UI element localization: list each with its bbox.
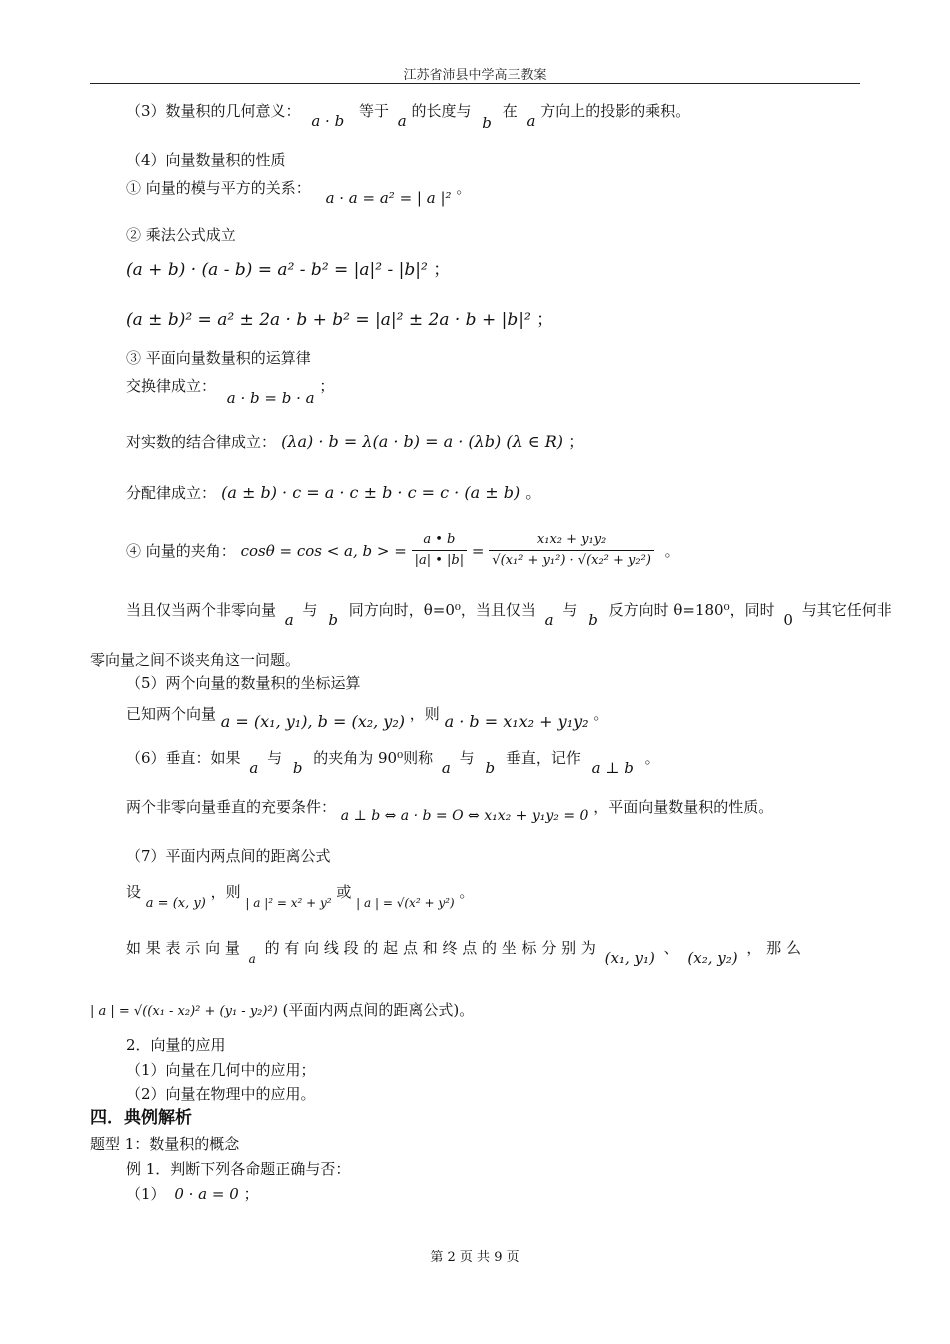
distributive-math: (a ± b) · c = a · c ± b · c = c · (a ± b) <box>221 483 521 502</box>
angle-fraction-1-num: a • b <box>412 530 468 551</box>
commutative-label: 交换律成立： <box>126 377 217 395</box>
example-1-item-1-math: 0 · a = 0 <box>174 1185 239 1203</box>
formula-1 <box>126 260 450 280</box>
perpendicular-condition-label: 两个非零向量垂直的充要条件： <box>126 798 337 816</box>
item-3-math-ab: a · b <box>311 112 345 130</box>
item-6-math-a2: a <box>441 759 451 777</box>
segment-text-d: ， 那 么 <box>746 939 801 957</box>
segment-text-b: 的 有 向 线 段 的 起 点 和 终 点 的 坐 标 分 别 为 <box>264 939 596 957</box>
segment-math-p1: (x₁, y₁) <box>604 949 655 967</box>
item-3-text-2: 的长度与 <box>411 102 472 120</box>
segment-text-a: 如 果 表 示 向 量 <box>126 939 240 957</box>
coordinate-text-a: 已知两个向量 <box>126 705 217 723</box>
distance-math-squared: | a |² = x² + y² <box>245 896 332 910</box>
item-5-heading: （5）两个向量的数量积的坐标运算 <box>126 674 361 692</box>
example-1-item-1-label: （1） <box>126 1185 166 1203</box>
distance-math-root: | a | = √(x² + y²) <box>356 896 455 910</box>
angle-equals: = <box>471 541 485 560</box>
distance-text-b: ，则 <box>210 883 241 901</box>
angle-fraction-2-den: √(x₁² + y₁²) · √(x₂² + y₂²) <box>492 553 651 568</box>
distance-formula-math: | a | = √((x₁ - x₂)² + (y₁ - y₂)²) <box>90 1004 278 1019</box>
item-3-text-1: 等于 <box>358 102 389 120</box>
item-6-text-c: 的夹角为 90⁰则称 <box>313 749 434 767</box>
distance-formula <box>90 1000 474 1022</box>
item-6-text-a: （6）垂直：如果 <box>126 749 241 767</box>
example-1-item-1 <box>126 1184 259 1204</box>
item-3-math-a: a <box>397 112 407 130</box>
item-3-geometric-meaning <box>126 101 691 132</box>
angle-end: 。 <box>664 541 680 560</box>
example-1-heading: 例 1．判断下列各命题正确与否： <box>126 1160 351 1178</box>
angle-cos-math: cosθ = cos < a, b > = <box>240 541 407 560</box>
associative-math: (λa) · b = λ(a · b) = a · (λb) (λ ∈ R) <box>281 432 564 451</box>
angle-note-text-c: 同方向时，θ=0⁰，当且仅当 <box>348 601 536 619</box>
angle-note-line-1 <box>126 600 892 629</box>
item-6-text-b: 与 <box>267 749 283 767</box>
distance-math-a: a = (x, y) <box>145 896 206 911</box>
perpendicular-condition-math: a ⊥ b ⇔ a · b = O ⇔ x₁x₂ + y₁y₂ = 0 <box>340 808 589 824</box>
item-7-heading: （7）平面内两点间的距离公式 <box>126 847 331 865</box>
formula-2 <box>126 310 553 330</box>
segment-math-a: a <box>248 952 256 966</box>
segment-text-c: 、 <box>663 939 679 957</box>
associative-end: ； <box>568 432 585 451</box>
coordinate-dot-product <box>126 704 609 731</box>
page-footer: 第 2 页 共 9 页 <box>430 1250 520 1265</box>
angle-note-text-f: 与其它任何非 <box>801 601 892 619</box>
distance-modulus <box>126 882 475 911</box>
formula-1-math: (a + b) · (a - b) = a² - b² = |a|² - |b|² <box>126 260 428 280</box>
coordinate-text-b: ，则 <box>409 705 440 723</box>
item-3-math-b: b <box>482 114 492 132</box>
distributive-law <box>126 483 541 503</box>
property-3-label: ③ 平面向量数量积的运算律 <box>126 349 311 367</box>
angle-note-text-e: 反方向时 θ=180⁰，同时 <box>608 601 775 619</box>
example-1-item-1-end: ； <box>243 1185 259 1203</box>
angle-note-math-a2: a <box>544 611 554 629</box>
item-4-heading: （4）向量数量积的性质 <box>126 151 286 169</box>
commutative-law <box>126 376 335 407</box>
angle-note-math-b: b <box>328 611 338 629</box>
item-6-text-e: 垂直，记作 <box>505 749 581 767</box>
formula-1-end: ； <box>433 260 451 280</box>
type-1-heading: 题型 1：数量积的概念 <box>90 1135 240 1153</box>
coordinate-vectors-math: a = (x₁, y₁), b = (x₂, y₂) <box>220 712 405 731</box>
property-4-label: ④ 向量的夹角： <box>126 541 236 560</box>
item-6-text-d: 与 <box>459 749 475 767</box>
angle-note-line-2: 零向量之间不谈夹角这一问题。 <box>90 651 301 669</box>
formula-2-end: ； <box>536 310 554 330</box>
distance-end: 。 <box>459 883 475 901</box>
associative-law <box>126 432 584 452</box>
distributive-end: 。 <box>525 483 542 502</box>
segment-endpoints <box>126 938 801 967</box>
item-3-label: （3）数量积的几何意义： <box>126 102 301 120</box>
item-6-perpendicular <box>126 748 660 777</box>
distance-text-c: 或 <box>336 883 352 901</box>
angle-fraction-2-num: x₁x₂ + y₁y₂ <box>489 530 654 551</box>
angle-note-text-b: 与 <box>302 601 318 619</box>
item-6-math-b: b <box>292 759 303 777</box>
commutative-end: ； <box>319 377 335 395</box>
formula-2-math: (a ± b)² = a² ± 2a · b + b² = |a|² ± 2a · b + |b|² <box>126 310 531 330</box>
angle-note-math-a: a <box>284 611 294 629</box>
angle-fraction-1 <box>412 530 468 571</box>
angle-fraction-2 <box>489 530 654 571</box>
distance-formula-text: (平面内两点间的距离公式)。 <box>282 1001 475 1019</box>
property-1-end: 。 <box>456 179 472 197</box>
section-4-heading: 四．典例解析 <box>90 1108 192 1128</box>
item-3-math-a2: a <box>526 112 536 130</box>
item-6-end: 。 <box>644 749 660 767</box>
perpendicular-condition <box>126 797 774 824</box>
property-4-angle <box>126 530 680 590</box>
commutative-math: a · b = b · a <box>226 389 315 407</box>
property-1-math: a · a = a² = | a |² <box>325 189 452 207</box>
angle-note-math-b2: b <box>588 611 598 629</box>
property-2-label: ② 乘法公式成立 <box>126 226 236 244</box>
angle-note-text-d: 与 <box>562 601 578 619</box>
angle-note-math-zero: 0 <box>783 611 793 629</box>
applications-heading: 2．向量的应用 <box>126 1036 226 1054</box>
item-3-text-3: 在 <box>502 102 518 120</box>
header-divider <box>90 83 860 84</box>
angle-note-text-a: 当且仅当两个非零向量 <box>126 601 277 619</box>
property-1-label: ① 向量的模与平方的关系： <box>126 179 311 197</box>
item-3-text-4: 方向上的投影的乘积。 <box>540 102 691 120</box>
distributive-label: 分配律成立： <box>126 484 217 502</box>
distance-text-a: 设 <box>126 883 142 901</box>
angle-fraction-1-den: |a| • |b| <box>414 553 465 568</box>
coordinate-result-math: a · b = x₁x₂ + y₁y₂ <box>444 712 589 731</box>
associative-label: 对实数的结合律成立： <box>126 433 277 451</box>
application-geometry: （1）向量在几何中的应用； <box>126 1061 316 1079</box>
perpendicular-condition-text: ，平面向量数量积的性质。 <box>593 798 774 816</box>
application-physics: （2）向量在物理中的应用。 <box>126 1085 316 1103</box>
item-6-math-perp: a ⊥ b <box>591 759 634 777</box>
item-6-math-b2: b <box>485 759 496 777</box>
coordinate-end: 。 <box>593 705 609 723</box>
item-6-math-a: a <box>249 759 259 777</box>
page-header-title: 江苏省沛县中学高三教案 <box>403 68 547 83</box>
property-1 <box>126 178 472 207</box>
segment-math-p2: (x₂, y₂) <box>687 949 738 967</box>
